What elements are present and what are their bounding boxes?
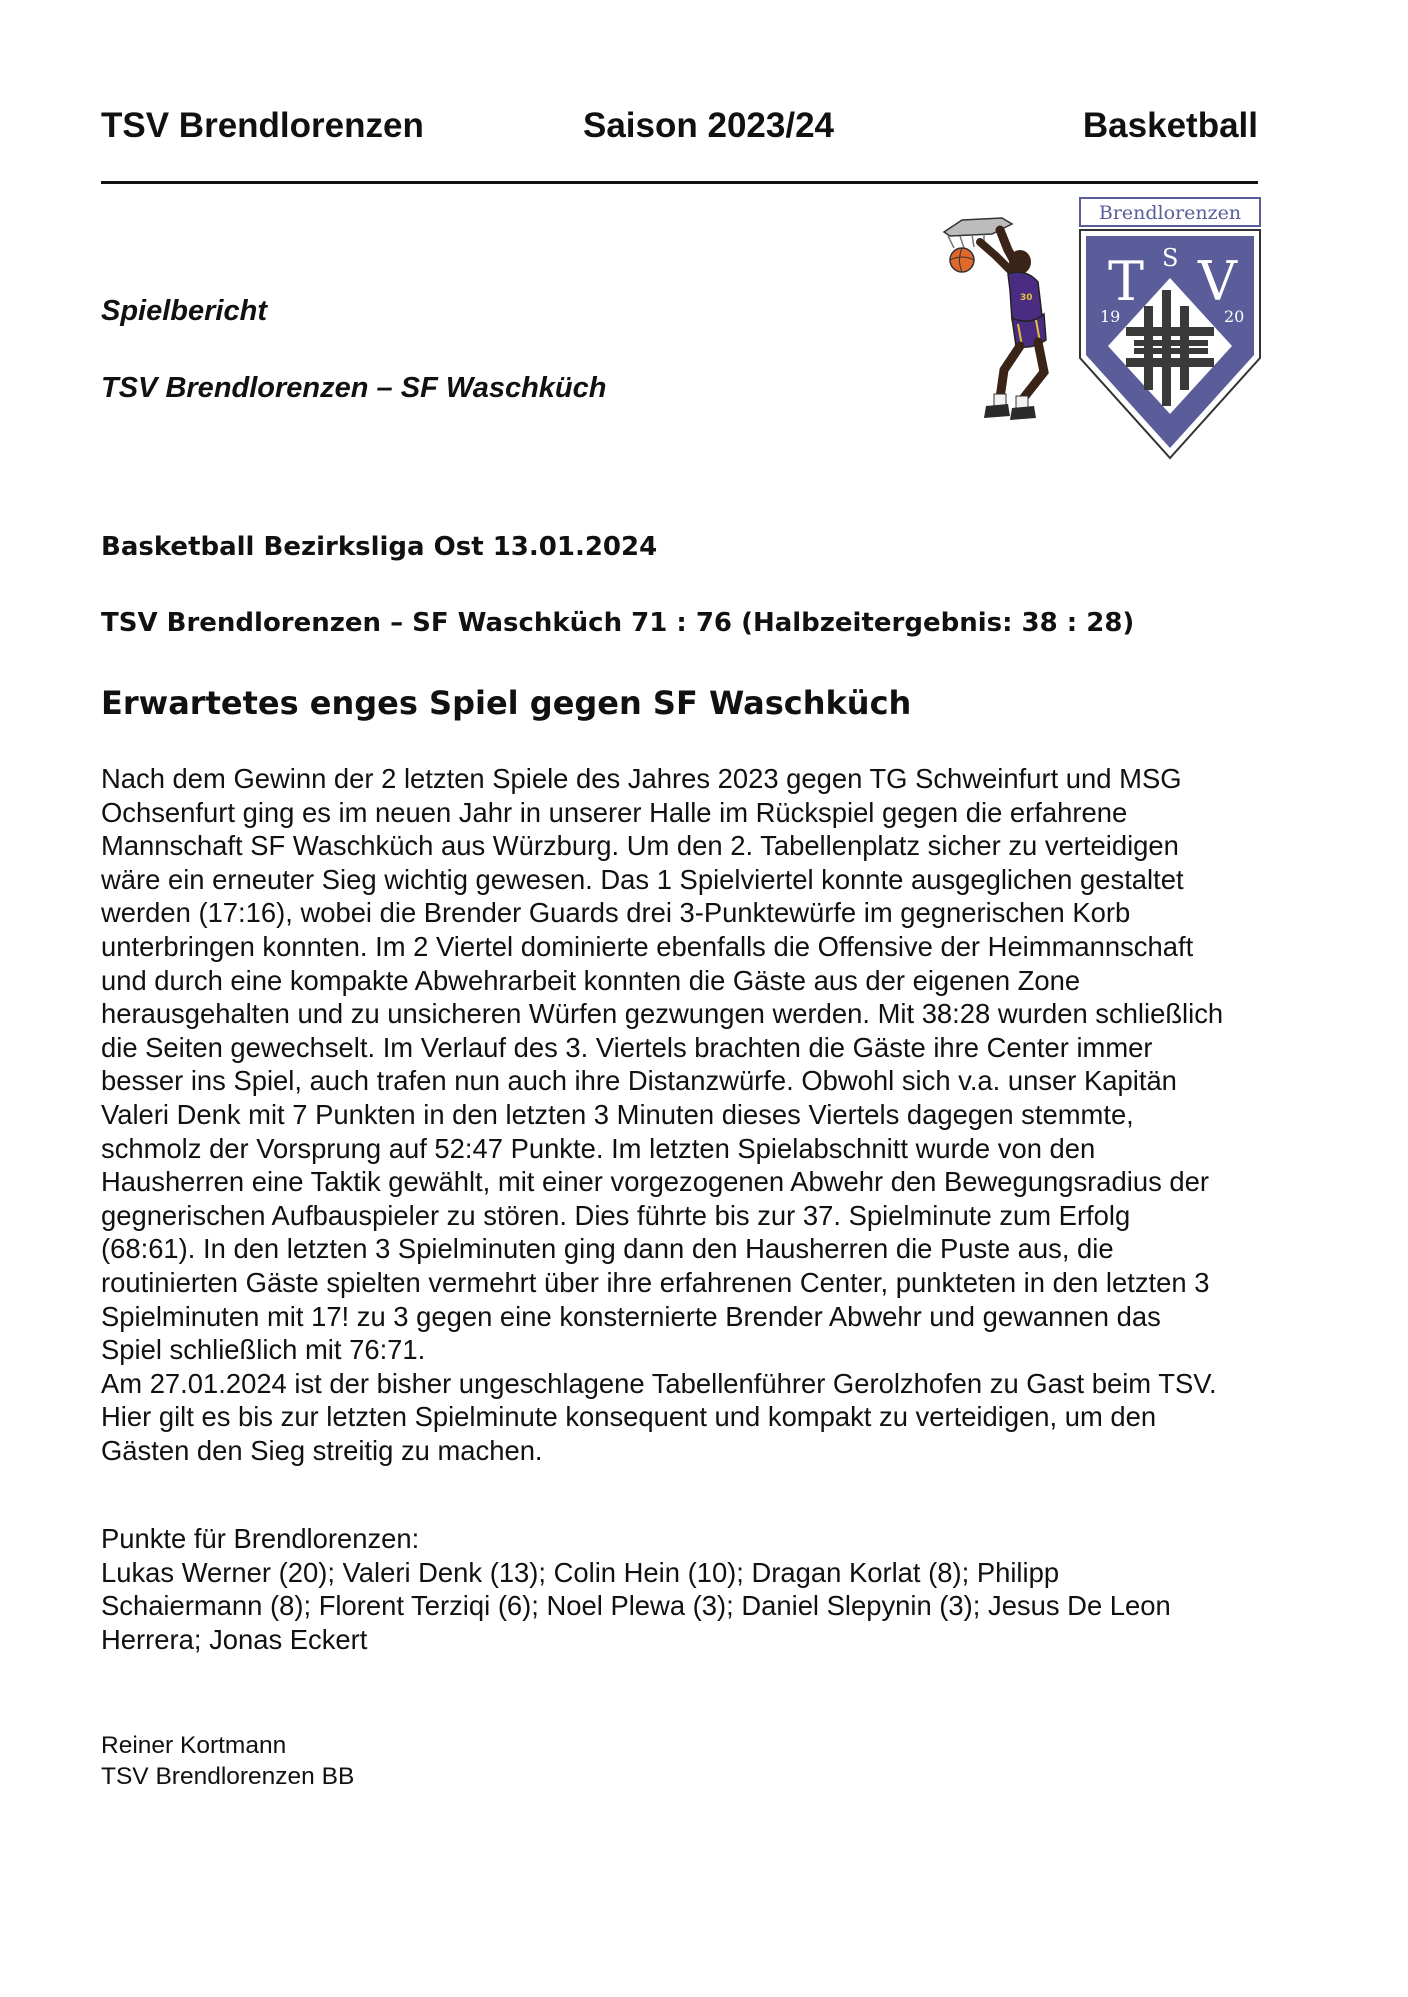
- article-line: werden (17:16), wobei die Brender Guards drei 3-Punktewürfe im gegnerischen Korb: [101, 897, 1131, 929]
- article-body: [101, 762, 1331, 1467]
- signature-org: TSV Brendlorenzen BB: [101, 1763, 355, 1790]
- article-line: wäre ein erneuter Sieg wichtig gewesen. Das 1 Spielviertel konnte ausgeglichen gestaltet: [101, 863, 1184, 895]
- article-line: Am 27.01.2024 ist der bisher ungeschlagene Tabellenführer Gerolzhofen zu Gast beim TSV.: [101, 1367, 1217, 1399]
- article-line: Nach dem Gewinn der 2 letzten Spiele des Jahres 2023 gegen TG Schweinfurt und MSG: [101, 763, 1182, 794]
- article-line: besser ins Spiel, auch trafen nun auch ihre Distanzwürfe. Obwohl sich v.a. unser Kapitän: [101, 1065, 1177, 1097]
- article-line: herausgehalten und zu unsicheren Würfen gezwungen werden. Mit 38:28 wurden schließlich: [101, 998, 1224, 1030]
- article-line: Hausherren eine Taktik gewählt, mit einer vorgezogenen Abwehr den Bewegungsradius der: [101, 1166, 1209, 1198]
- logo-banner-text: Brendlorenzen: [1098, 202, 1242, 224]
- article-line: Hier gilt es bis zur letzten Spielminute konsequent und kompakt zu verteidigen, um den: [101, 1401, 1157, 1433]
- logo-letter-v: V: [1198, 250, 1237, 313]
- article-line: Mannschaft SF Waschküch aus Würzburg. Um den 2. Tabellenplatz sicher zu verteidigen: [101, 830, 1179, 862]
- league-line: Basketball Bezirksliga Ost 13.01.2024: [101, 532, 658, 562]
- article-headline: Erwartetes enges Spiel gegen SF Waschküch: [101, 684, 912, 722]
- article-line: unterbringen konnten. Im 2 Viertel dominierte ebenfalls die Offensive der Heimmannschaft: [101, 930, 1194, 962]
- tsv-shield-logo: [1080, 198, 1260, 458]
- header-sport: Basketball: [1082, 106, 1258, 145]
- article-line: Valeri Denk mit 7 Punkten in den letzten 3 Minuten dieses Viertels dagegen stemmte,: [101, 1098, 1134, 1130]
- article-line: Ochsenfurt ging es im neuen Jahr in unserer Halle im Rückspiel gegen die erfahrene: [101, 796, 1128, 828]
- article-line: gegnerischen Aufbauspieler zu stören. Dies führte bis zur 37. Spielminute zum Erfolg: [101, 1199, 1131, 1231]
- article-line: Gästen den Sieg streitig zu machen.: [101, 1434, 543, 1466]
- report-label: Spielbericht: [101, 295, 267, 327]
- article-line: routinierten Gäste spielten vermehrt über ihre erfahrenen Center, punkteten in den letzten 3: [101, 1266, 1210, 1298]
- logo-letter-t: T: [1108, 250, 1145, 313]
- article-line: und durch eine kompakte Abwehrarbeit konnten die Gäste aus der eigenen Zone: [101, 964, 1081, 996]
- points-heading: Punkte für Brendlorenzen:: [101, 1523, 420, 1554]
- header-club: TSV Brendlorenzen: [101, 106, 424, 145]
- logo-graphic: [940, 190, 1300, 480]
- points-line: Lukas Werner (20); Valeri Denk (13); Colin Hein (10); Dragan Korlat (8); Philipp: [101, 1556, 1060, 1588]
- result-line: TSV Brendlorenzen – SF Waschküch 71 : 76 (Halbzeitergebnis: 38 : 28): [101, 608, 1135, 638]
- article-line: die Seiten gewechselt. Im Verlauf des 3. Viertels brachten die Gäste ihre Center immer: [101, 1031, 1153, 1063]
- points-line: Schaiermann (8); Florent Terziqi (6); Noel Plewa (3); Daniel Slepynin (3); Jesus De Leon: [101, 1590, 1171, 1622]
- logo-year-right: 20: [1224, 307, 1245, 326]
- article-line: Spiel schließlich mit 76:71.: [101, 1334, 426, 1366]
- svg-text:30: 30: [1020, 293, 1033, 303]
- logo-year-left: 19: [1100, 307, 1121, 326]
- basketball-player-icon: [944, 218, 1046, 420]
- header-rule: [101, 181, 1258, 184]
- article-line: Spielminuten mit 17! zu 3 gegen eine konsternierte Brender Abwehr und gewannen das: [101, 1300, 1161, 1332]
- logo-letter-s: S: [1162, 244, 1179, 272]
- signature-block: [101, 1730, 354, 1792]
- article-line: schmolz der Vorsprung auf 52:47 Punkte. Im letzten Spielabschnitt wurde von den: [101, 1132, 1096, 1164]
- header-season: Saison 2023/24: [583, 106, 834, 145]
- article-line: (68:61). In den letzten 3 Spielminuten ging dann den Hausherren die Puste aus, die: [101, 1233, 1114, 1265]
- signature-name: Reiner Kortmann: [101, 1732, 287, 1759]
- document-header: [101, 100, 1258, 152]
- points-line: Herrera; Jonas Eckert: [101, 1623, 368, 1655]
- logo-area: [940, 190, 1300, 480]
- report-match-title: TSV Brendlorenzen – SF Waschküch: [101, 372, 607, 404]
- points-block: [101, 1522, 1331, 1656]
